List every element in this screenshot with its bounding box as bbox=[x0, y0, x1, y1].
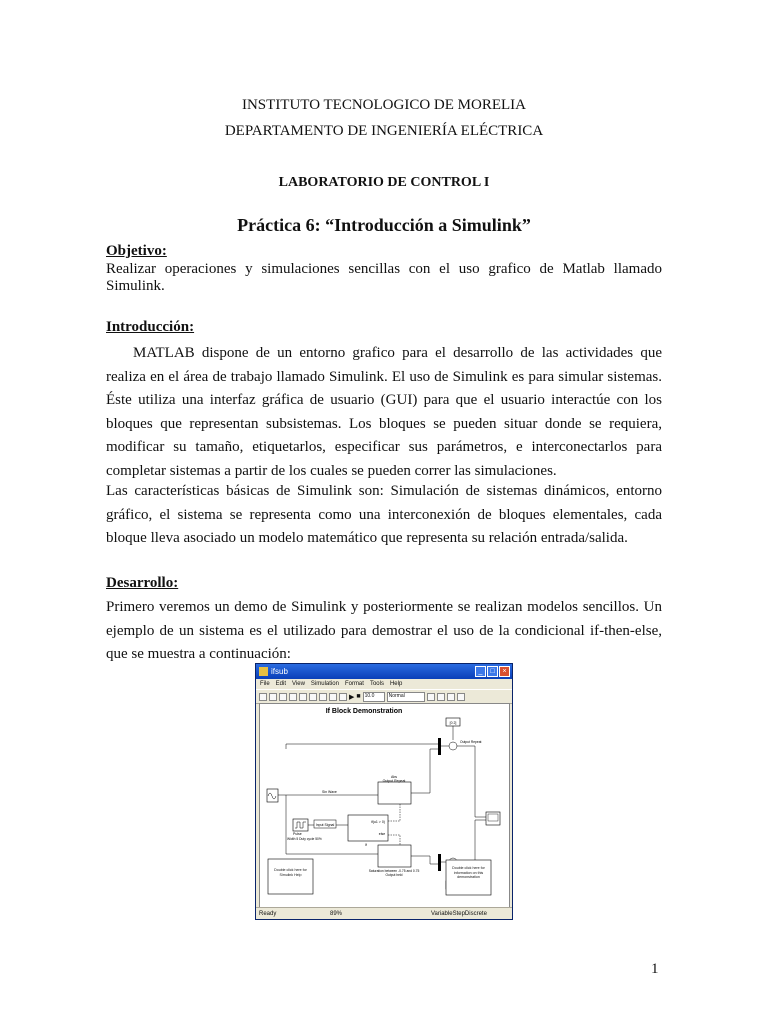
simulink-canvas bbox=[259, 703, 510, 908]
sim-mode-select[interactable]: Normal bbox=[387, 692, 425, 702]
debug-icon[interactable] bbox=[457, 693, 465, 701]
page-number: 1 bbox=[651, 961, 659, 977]
help-left-text: Double click here for Simulink Help bbox=[274, 868, 307, 877]
saturation-caption: Saturation between -0.75 and 0.75 bbox=[368, 869, 420, 873]
introduccion-paragraph-1: MATLAB dispone de un entorno grafico para el desarrollo de las actividades que realiza en el área de trabajo llamado Simulink. El uso de Simulink es para simular sistemas. Éste utiliza una interfaz gráfica de usuario (GUI) para que el usuario interactúe con los bloques que representan subsistemas. Los bloques se pueden situar donde se requiera, modificar su tamaño, etiquetarlos, especificar sus parámetros, e interconectarlos para completar sistemas a partir de los cuales se pueden correr las simulaciones. bbox=[106, 345, 662, 479]
open-icon[interactable] bbox=[269, 693, 277, 701]
explorer-icon[interactable] bbox=[447, 693, 455, 701]
print-icon[interactable] bbox=[289, 693, 297, 701]
abs-label: Abs bbox=[390, 775, 398, 779]
mux-bottom bbox=[438, 854, 441, 871]
menu-help[interactable]: Help bbox=[389, 681, 403, 687]
status-ready: Ready bbox=[259, 910, 277, 917]
maximize-icon[interactable]: □ bbox=[487, 666, 498, 677]
saturation-caption-2: Output held bbox=[385, 873, 403, 877]
introduccion-paragraph-2: Las características básicas de Simulink son: Simulación de sistemas dinámicos, entorno gráfico, el sistema se representa como una interconexión de bloques elementales, cada bloque lleva asociado un modelo matemático que representa su relación entrada/salida. bbox=[106, 483, 662, 547]
simulink-titlebar bbox=[256, 664, 512, 679]
saturation-subsystem-block[interactable] bbox=[378, 845, 411, 867]
paste-icon[interactable] bbox=[319, 693, 327, 701]
menu-tools[interactable]: Tools bbox=[369, 681, 384, 687]
abs-caption: Output Repeat bbox=[382, 779, 406, 783]
menu-edit[interactable]: Edit bbox=[275, 681, 287, 687]
pulse-label: Pulse bbox=[293, 832, 302, 836]
mux-top bbox=[438, 738, 441, 755]
input-signal-label: Input Signal bbox=[315, 823, 335, 827]
stop-icon[interactable]: ■ bbox=[356, 693, 361, 700]
constant-top-label: [0 2] bbox=[449, 721, 457, 725]
minimize-icon[interactable]: _ bbox=[475, 666, 486, 677]
simulink-window-title: ifsub bbox=[271, 667, 288, 676]
menu-view[interactable]: View bbox=[292, 681, 305, 687]
diagram-title: If Block Demonstration bbox=[325, 708, 403, 715]
menu-file[interactable]: File bbox=[260, 681, 270, 687]
save-icon[interactable] bbox=[279, 693, 287, 701]
if-block[interactable] bbox=[348, 815, 388, 841]
cut-icon[interactable] bbox=[299, 693, 307, 701]
institute-name: INSTITUTO TECNOLOGICO DE MORELIA bbox=[241, 97, 526, 113]
simulink-statusbar bbox=[256, 907, 512, 919]
menu-format[interactable]: Format bbox=[344, 681, 364, 687]
desarrollo-heading: Desarrollo: bbox=[106, 575, 179, 591]
output-repeat-label: Output Repeat bbox=[460, 740, 482, 744]
copy-icon[interactable] bbox=[309, 693, 317, 701]
objetivo-text: Realizar operaciones y simulaciones sencillas con el uso grafico de Matlab llamado Simulink. bbox=[106, 261, 662, 294]
sine-wave-block[interactable] bbox=[267, 789, 278, 802]
introduccion-heading: Introducción: bbox=[106, 319, 195, 335]
simulink-logo-icon bbox=[259, 667, 268, 676]
if-condition: if(u1 > 0) bbox=[371, 820, 385, 824]
menu-simulation[interactable]: Simulation bbox=[310, 681, 339, 687]
help-right-text: Double click here for information on this demonstration bbox=[452, 866, 485, 879]
simulink-window bbox=[255, 663, 513, 920]
desarrollo-text: Primero veremos un demo de Simulink y posteriormente se realizan modelos sencillos. Un ejemplo de un sistema es el utilizado para demostrar el uso de la condicional if-then-else, que se muestra a continuación: bbox=[106, 599, 662, 663]
department-name: DEPARTAMENTO DE INGENIERÍA ELÉCTRICA bbox=[224, 123, 544, 139]
if-caption: If bbox=[365, 843, 367, 847]
scope-icon bbox=[488, 814, 498, 821]
library-icon[interactable] bbox=[437, 693, 445, 701]
play-icon[interactable]: ▶ bbox=[349, 693, 355, 701]
undo-icon[interactable] bbox=[329, 693, 337, 701]
abs-subsystem-block[interactable] bbox=[378, 782, 411, 804]
sine-label: Sin Wave bbox=[322, 790, 337, 794]
simulink-toolbar bbox=[256, 689, 512, 704]
sum-top bbox=[449, 742, 457, 750]
practice-title: Práctica 6: “Introducción a Simulink” bbox=[237, 215, 531, 235]
new-icon[interactable] bbox=[259, 693, 267, 701]
redo-icon[interactable] bbox=[339, 693, 347, 701]
objetivo-heading: Objetivo: bbox=[106, 243, 167, 259]
close-icon[interactable]: × bbox=[499, 666, 510, 677]
pulse-block[interactable] bbox=[293, 819, 308, 831]
block-diagram bbox=[260, 704, 509, 907]
build-icon[interactable] bbox=[427, 693, 435, 701]
pulse-desc: Width 5 Duty cycle 50% bbox=[287, 837, 322, 841]
lab-name: LABORATORIO DE CONTROL I bbox=[278, 175, 490, 190]
status-zoom: 89% bbox=[330, 910, 343, 917]
status-solver: VariableStepDiscrete bbox=[431, 910, 487, 917]
simulink-menubar bbox=[256, 679, 512, 689]
sim-time-field[interactable]: 10.0 bbox=[363, 692, 385, 702]
if-else: else bbox=[378, 832, 386, 836]
